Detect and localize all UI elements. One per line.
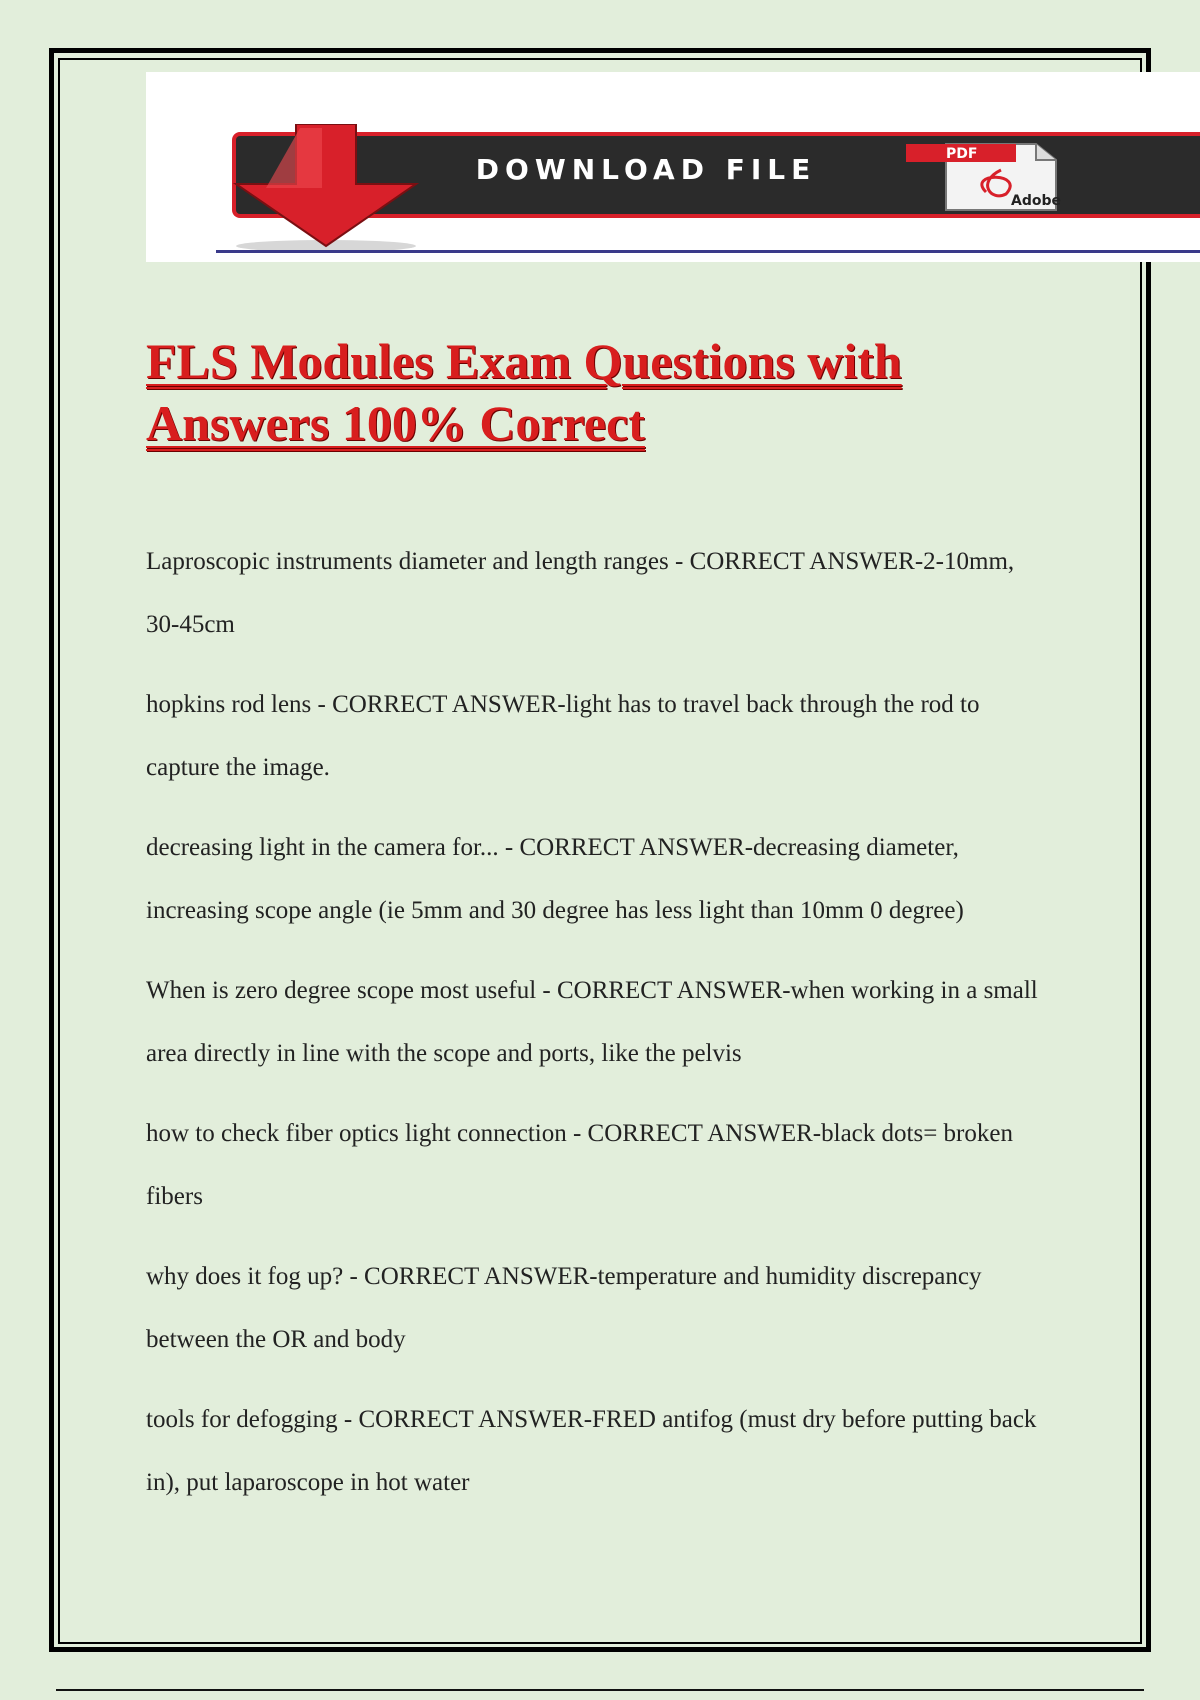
download-label: DOWNLOAD FILE [475, 153, 817, 186]
bottom-rule [56, 1689, 1144, 1691]
download-banner[interactable] [146, 72, 1200, 262]
qa-item: tools for defogging - CORRECT ANSWER-FRED antifog (must dry before putting back in), put laparoscope in hot water [146, 1406, 1037, 1496]
qa-item: how to check fiber optics light connection - CORRECT ANSWER-black dots= broken fibers [146, 1120, 1013, 1210]
pdf-file-icon [906, 142, 1096, 212]
banner-underline [216, 250, 1200, 253]
qa-item: why does it fog up? - CORRECT ANSWER-temperature and humidity discrepancy between the OR and body [146, 1263, 982, 1353]
adobe-label: Adobe [1011, 193, 1061, 209]
document-title: FLS Modules Exam Questions with Answers 100% Correct [146, 333, 902, 451]
pdf-label: PDF [946, 146, 978, 162]
qa-item: Laproscopic instruments diameter and length ranges - CORRECT ANSWER-2-10mm, 30-45cm [146, 548, 1015, 638]
qa-item: When is zero degree scope most useful - CORRECT ANSWER-when working in a small area directly in line with the scope and ports, like the pelvis [146, 977, 1038, 1067]
qa-list [146, 530, 1046, 1531]
qa-item: decreasing light in the camera for... - CORRECT ANSWER-decreasing diameter, increasing scope angle (ie 5mm and 30 degree has less light than 10mm 0 degree) [146, 834, 964, 924]
download-arrow-icon [226, 124, 426, 254]
qa-item: hopkins rod lens - CORRECT ANSWER-light has to travel back through the rod to capture the image. [146, 691, 980, 781]
